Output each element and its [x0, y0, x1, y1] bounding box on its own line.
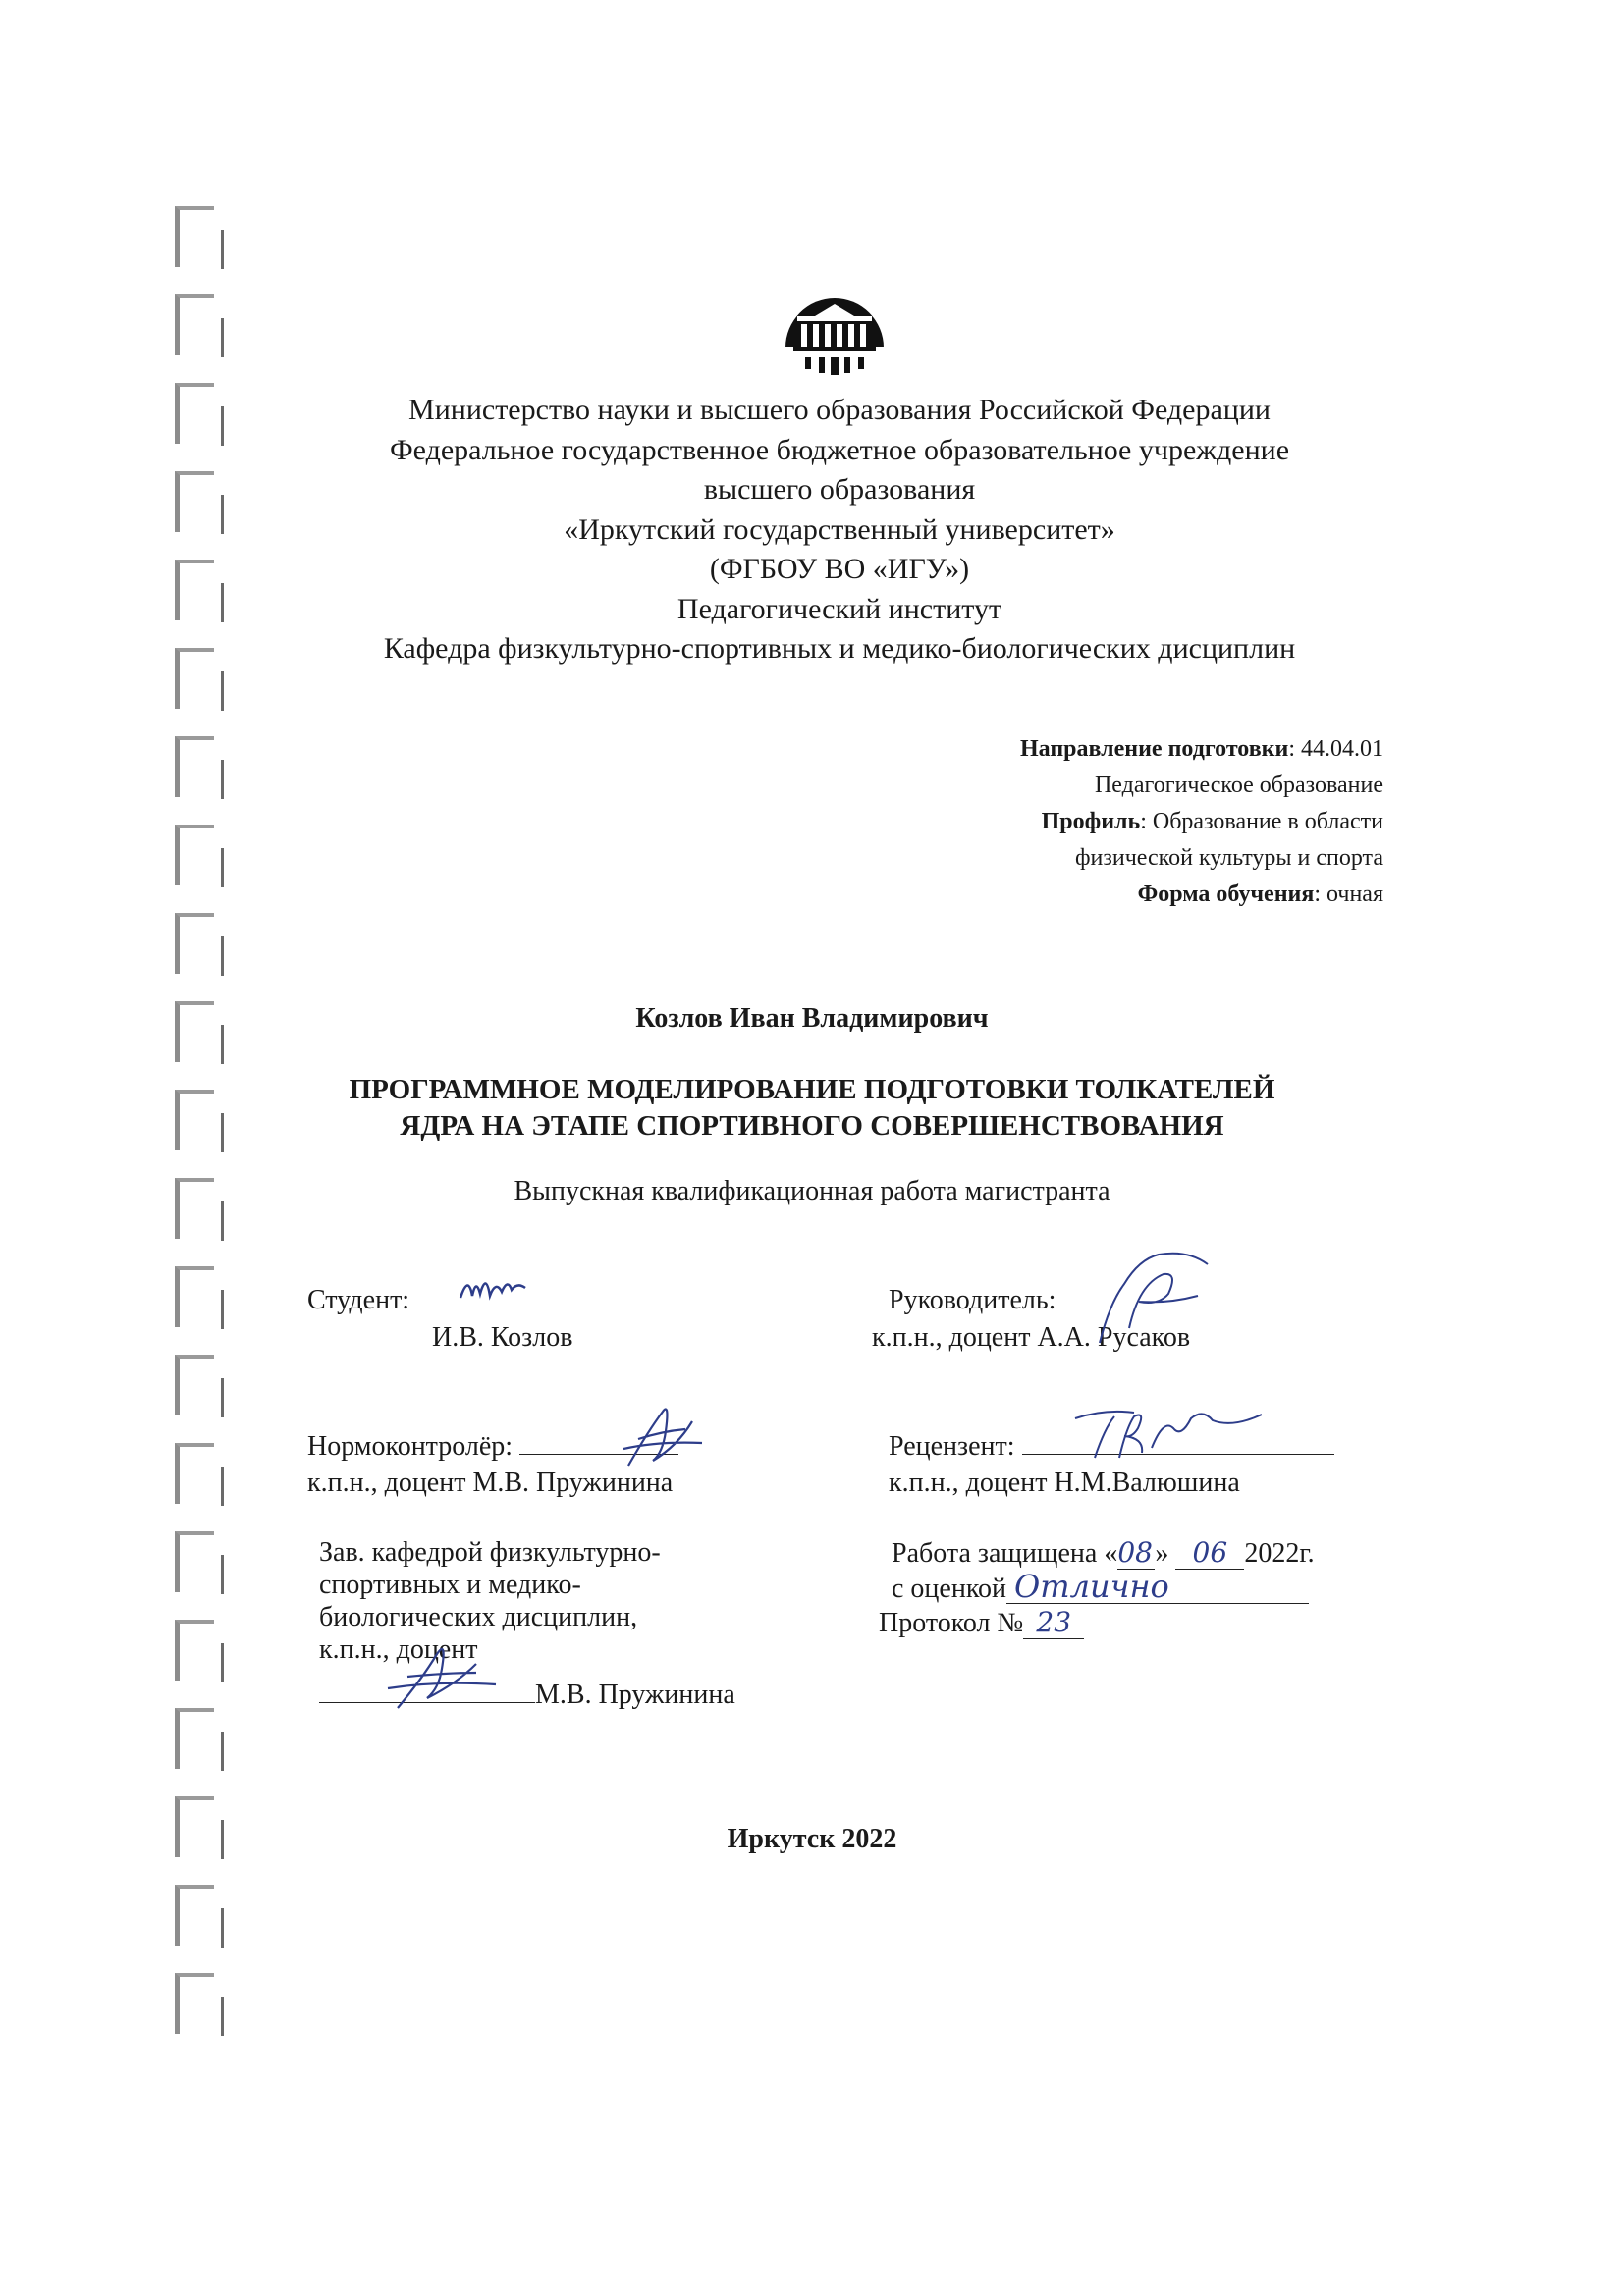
defense-year: 2022г. — [1244, 1538, 1315, 1569]
direction-label: Направление подготовки — [1019, 736, 1289, 762]
protocol-label: Протокол № — [879, 1608, 1024, 1638]
normcontrol-signature-icon — [609, 1392, 707, 1480]
university-logo-icon — [776, 277, 893, 380]
header-line: Кафедра физкультурно-спортивных и медико-биологических дисциплин — [383, 632, 1296, 665]
header-line: Федеральное государственное бюджетное образовательное учреждение — [389, 433, 1290, 466]
protocol-line — [879, 1606, 1084, 1639]
head-line-2: спортивных и медико- — [319, 1570, 581, 1600]
reviewer-label: Рецензент: — [889, 1431, 1015, 1462]
author-name: Козлов Иван Владимирович — [635, 1003, 989, 1034]
defense-prefix: Работа защищена « — [892, 1538, 1118, 1569]
reviewer-signature-icon — [1065, 1399, 1272, 1477]
header-line: «Иркутский государственный университет» — [564, 512, 1115, 546]
profile-value: : Образование в области — [1140, 809, 1383, 834]
institution-header — [295, 391, 1384, 669]
form-label: Форма обучения — [1137, 881, 1315, 907]
normcontrol-name: к.п.н., доцент М.В. Пружинина — [307, 1468, 674, 1498]
program-info — [794, 731, 1383, 913]
direction-code: : 44.04.01 — [1288, 736, 1383, 762]
supervisor-signature-icon — [1070, 1245, 1218, 1353]
header-line: (ФГБОУ ВО «ИГУ») — [709, 553, 970, 585]
student-signature-icon — [457, 1268, 535, 1308]
header-line: Министерство науки и высшего образования Российской Федерации — [408, 394, 1271, 426]
thesis-title — [0, 1072, 1624, 1145]
header-line: Педагогический институт — [677, 592, 1002, 625]
head-signature-icon — [378, 1629, 506, 1718]
reviewer-name: к.п.н., доцент Н.М.Валюшина — [889, 1468, 1240, 1498]
defense-month: 06 — [1175, 1536, 1244, 1570]
grade-line — [892, 1568, 1309, 1605]
normcontrol-label: Нормоконтролёр: — [307, 1431, 514, 1462]
title-line-1: ПРОГРАММНОЕ МОДЕЛИРОВАНИЕ ПОДГОТОВКИ ТОЛКАТЕЛЕЙ — [349, 1074, 1275, 1105]
student-name: И.В. Козлов — [432, 1322, 573, 1353]
profile-label: Профиль — [1041, 809, 1141, 834]
protocol-value: 23 — [1023, 1606, 1084, 1639]
supervisor-name: к.п.н., доцент А.А. Русаков — [872, 1322, 1191, 1353]
city-year: Иркутск 2022 — [727, 1824, 897, 1854]
direction-name: Педагогическое образование — [1094, 773, 1383, 798]
header-line: высшего образования — [703, 473, 976, 506]
grade-value: Отлично — [1006, 1571, 1309, 1604]
defense-line — [892, 1536, 1315, 1570]
work-type: Выпускная квалификационная работа магистранта — [514, 1176, 1110, 1206]
student-signature-line — [307, 1284, 591, 1316]
head-name: М.В. Пружинина — [535, 1680, 735, 1710]
form-value: : очная — [1314, 881, 1383, 907]
head-line-3: биологических дисциплин, — [319, 1602, 638, 1632]
defense-mid: » — [1155, 1538, 1169, 1569]
student-label: Студент: — [307, 1285, 410, 1315]
defense-day: 08 — [1117, 1536, 1155, 1570]
title-line-2: ЯДРА НА ЭТАПЕ СПОРТИВНОГО СОВЕРШЕНСТВОВАНИЯ — [400, 1110, 1224, 1142]
head-line-4: к.п.н., доцент — [319, 1634, 478, 1665]
supervisor-label: Руководитель: — [889, 1285, 1056, 1315]
profile-value-cont: физической культуры и спорта — [1074, 845, 1383, 871]
grade-label: с оценкой — [892, 1574, 1006, 1604]
head-line-1: Зав. кафедрой физкультурно- — [319, 1537, 661, 1568]
